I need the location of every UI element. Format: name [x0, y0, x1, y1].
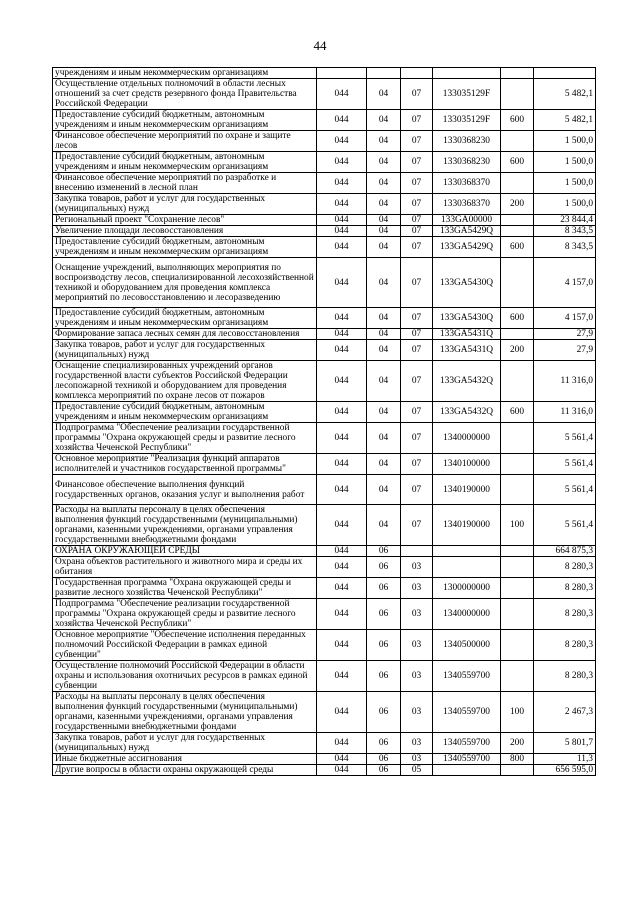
cell-target-article: 1340559700 — [433, 733, 501, 754]
cell-section: 04 — [367, 79, 401, 110]
cell-section: 04 — [367, 237, 401, 258]
cell-expense-type: 600 — [501, 237, 534, 258]
cell-name: Формирование запаса лесных семян для лесовосстановления — [53, 329, 317, 340]
table-row — [53, 557, 596, 578]
cell-target-article: 1340100000 — [433, 454, 501, 475]
table-row — [53, 258, 596, 308]
cell-expense-type — [501, 599, 534, 630]
cell-sum: 5 801,7 — [534, 733, 596, 754]
table-row — [53, 454, 596, 475]
table-row — [53, 340, 596, 361]
cell-expense-type — [501, 226, 534, 237]
cell-subsection: 03 — [401, 557, 433, 578]
cell-ministry-code: 044 — [317, 194, 367, 215]
table-row — [53, 505, 596, 546]
cell-ministry-code: 044 — [317, 765, 367, 776]
cell-name: Увеличение площади лесовосстановления — [53, 226, 317, 237]
cell-subsection: 03 — [401, 578, 433, 599]
cell-ministry-code: 044 — [317, 454, 367, 475]
cell-subsection: 07 — [401, 215, 433, 226]
table-row — [53, 329, 596, 340]
cell-sum: 11,3 — [534, 754, 596, 765]
cell-section: 06 — [367, 599, 401, 630]
cell-section: 06 — [367, 578, 401, 599]
cell-ministry-code — [317, 68, 367, 79]
cell-sum: 5 561,4 — [534, 454, 596, 475]
cell-sum: 4 157,0 — [534, 308, 596, 329]
cell-subsection: 07 — [401, 505, 433, 546]
cell-target-article: 133GA00000 — [433, 215, 501, 226]
cell-subsection: 07 — [401, 402, 433, 423]
table-row — [53, 599, 596, 630]
cell-ministry-code: 044 — [317, 423, 367, 454]
cell-sum: 8 280,3 — [534, 557, 596, 578]
table-row — [53, 765, 596, 776]
table-row — [53, 237, 596, 258]
cell-subsection — [401, 68, 433, 79]
cell-ministry-code: 044 — [317, 131, 367, 152]
cell-name: Другие вопросы в области охраны окружающей среды — [53, 765, 317, 776]
cell-ministry-code: 044 — [317, 308, 367, 329]
cell-ministry-code: 044 — [317, 402, 367, 423]
cell-section: 04 — [367, 173, 401, 194]
page-number: 44 — [313, 38, 327, 53]
cell-subsection: 07 — [401, 329, 433, 340]
cell-name: Осуществление отдельных полномочий в области лесных отношений за счет средств резервного фонда Правительства Российской Федерации — [53, 79, 317, 110]
cell-expense-type — [501, 68, 534, 79]
table-row — [53, 578, 596, 599]
table-row — [53, 423, 596, 454]
cell-expense-type — [501, 131, 534, 152]
cell-name: Предоставление субсидий бюджетным, автономным учреждениям и иным некоммерческим организациям — [53, 402, 317, 423]
cell-name: Оснащение учреждений, выполняющих мероприятия по воспроизводству лесов, специализированной лесохозяйственной техникой и оборудованием для проведения комплекса мероприятий по лесовосстановлению и лесоразведению — [53, 258, 317, 308]
cell-ministry-code: 044 — [317, 361, 367, 402]
cell-sum: 27,9 — [534, 340, 596, 361]
cell-ministry-code: 044 — [317, 692, 367, 733]
cell-target-article: 1340190000 — [433, 505, 501, 546]
cell-expense-type — [501, 173, 534, 194]
cell-name: Расходы на выплаты персоналу в целях обеспечения выполнения функций государственными (муниципальными) органами, казенными учреждениями, органами управления государственными внебюджетными фондами — [53, 692, 317, 733]
cell-ministry-code: 044 — [317, 661, 367, 692]
cell-sum: 5 561,4 — [534, 475, 596, 505]
cell-target-article: 133GA5429Q — [433, 237, 501, 258]
cell-subsection: 03 — [401, 733, 433, 754]
cell-ministry-code: 044 — [317, 340, 367, 361]
cell-target-article: 1330368230 — [433, 152, 501, 173]
cell-section: 06 — [367, 630, 401, 661]
cell-subsection: 07 — [401, 131, 433, 152]
table-row — [53, 402, 596, 423]
cell-name: Охрана объектов растительного и животного мира и среды их обитания — [53, 557, 317, 578]
cell-target-article: 1340500000 — [433, 630, 501, 661]
cell-name: Основное мероприятие "Обеспечение исполнения переданных полномочий Российской Федерации в рамках единой субвенции" — [53, 630, 317, 661]
cell-expense-type — [501, 454, 534, 475]
cell-target-article: 1340559700 — [433, 661, 501, 692]
cell-sum: 5 482,1 — [534, 79, 596, 110]
cell-section: 04 — [367, 194, 401, 215]
cell-ministry-code: 044 — [317, 110, 367, 131]
budget-table — [52, 67, 596, 776]
cell-subsection: 07 — [401, 79, 433, 110]
cell-target-article: 1340000000 — [433, 423, 501, 454]
cell-target-article — [433, 68, 501, 79]
cell-ministry-code: 044 — [317, 578, 367, 599]
cell-ministry-code: 044 — [317, 754, 367, 765]
cell-expense-type — [501, 215, 534, 226]
cell-expense-type: 100 — [501, 505, 534, 546]
cell-sum: 1 500,0 — [534, 194, 596, 215]
cell-expense-type — [501, 546, 534, 557]
cell-expense-type: 600 — [501, 152, 534, 173]
cell-section: 04 — [367, 215, 401, 226]
table-row — [53, 131, 596, 152]
cell-name: Предоставление субсидий бюджетным, автономным учреждениям и иным некоммерческим организациям — [53, 152, 317, 173]
cell-section: 06 — [367, 557, 401, 578]
cell-name: Закупка товаров, работ и услуг для государственных (муниципальных) нужд — [53, 733, 317, 754]
cell-subsection: 07 — [401, 475, 433, 505]
cell-target-article: 1330368230 — [433, 131, 501, 152]
cell-expense-type: 200 — [501, 340, 534, 361]
cell-target-article: 1340190000 — [433, 475, 501, 505]
cell-section: 04 — [367, 402, 401, 423]
cell-name: ОХРАНА ОКРУЖАЮЩЕЙ СРЕДЫ — [53, 546, 317, 557]
cell-subsection: 07 — [401, 173, 433, 194]
cell-name: Подпрограмма "Обеспечение реализации государственной программы "Охрана окружающей среды и развитие лесного хозяйства Чеченской Республики" — [53, 423, 317, 454]
cell-target-article: 1340559700 — [433, 692, 501, 733]
cell-section: 06 — [367, 661, 401, 692]
cell-target-article: 133GA5429Q — [433, 226, 501, 237]
cell-sum: 8 280,3 — [534, 578, 596, 599]
cell-name: Предоставление субсидий бюджетным, автономным учреждениям и иным некоммерческим организациям — [53, 308, 317, 329]
cell-sum: 8 280,3 — [534, 599, 596, 630]
cell-expense-type: 800 — [501, 754, 534, 765]
cell-sum: 8 343,5 — [534, 237, 596, 258]
cell-sum: 23 844,4 — [534, 215, 596, 226]
cell-ministry-code: 044 — [317, 258, 367, 308]
cell-sum: 27,9 — [534, 329, 596, 340]
cell-subsection: 07 — [401, 237, 433, 258]
cell-section: 04 — [367, 131, 401, 152]
cell-name: Предоставление субсидий бюджетным, автономным учреждениям и иным некоммерческим организациям — [53, 237, 317, 258]
cell-subsection: 07 — [401, 423, 433, 454]
table-row — [53, 661, 596, 692]
cell-section: 06 — [367, 733, 401, 754]
cell-ministry-code: 044 — [317, 173, 367, 194]
cell-section: 06 — [367, 546, 401, 557]
cell-sum — [534, 68, 596, 79]
cell-name: Финансовое обеспечение мероприятий по охране и защите лесов — [53, 131, 317, 152]
cell-subsection: 07 — [401, 340, 433, 361]
cell-target-article — [433, 557, 501, 578]
cell-target-article: 133GA5430Q — [433, 308, 501, 329]
cell-sum: 1 500,0 — [534, 131, 596, 152]
cell-target-article: 1340559700 — [433, 754, 501, 765]
cell-name: Предоставление субсидий бюджетным, автономным учреждениям и иным некоммерческим организациям — [53, 110, 317, 131]
cell-expense-type — [501, 329, 534, 340]
cell-section: 04 — [367, 258, 401, 308]
cell-section: 04 — [367, 454, 401, 475]
cell-expense-type — [501, 361, 534, 402]
cell-target-article: 1300000000 — [433, 578, 501, 599]
cell-section: 06 — [367, 765, 401, 776]
cell-expense-type: 100 — [501, 692, 534, 733]
cell-sum: 1 500,0 — [534, 152, 596, 173]
cell-ministry-code: 044 — [317, 226, 367, 237]
cell-subsection: 07 — [401, 226, 433, 237]
table-body — [53, 68, 596, 776]
cell-expense-type — [501, 258, 534, 308]
cell-sum: 8 280,3 — [534, 661, 596, 692]
cell-target-article: 133GA5430Q — [433, 258, 501, 308]
cell-sum: 8 343,5 — [534, 226, 596, 237]
cell-subsection: 07 — [401, 361, 433, 402]
cell-section: 04 — [367, 340, 401, 361]
cell-section: 04 — [367, 361, 401, 402]
cell-section: 06 — [367, 692, 401, 733]
cell-name: Финансовое обеспечение выполнения функций государственных органов, оказания услуг и выполнения работ — [53, 475, 317, 505]
table-row — [53, 110, 596, 131]
cell-expense-type — [501, 578, 534, 599]
cell-subsection: 03 — [401, 754, 433, 765]
cell-expense-type — [501, 557, 534, 578]
cell-expense-type: 600 — [501, 402, 534, 423]
table-row — [53, 308, 596, 329]
cell-expense-type — [501, 661, 534, 692]
cell-name: Оснащение специализированных учреждений органов государственной власти субъектов Российской Федерации лесопожарной техникой и оборудованием для проведения комплекса мероприятий по охране лесов от пожаров — [53, 361, 317, 402]
cell-subsection — [401, 546, 433, 557]
cell-name: Государственная программа "Охрана окружающей среды и развитие лесного хозяйства Чеченской Республики" — [53, 578, 317, 599]
table-row — [53, 194, 596, 215]
cell-name: Региональный проект "Сохранение лесов" — [53, 215, 317, 226]
cell-section: 04 — [367, 152, 401, 173]
table-row — [53, 361, 596, 402]
cell-ministry-code: 044 — [317, 557, 367, 578]
cell-target-article: 133035129F — [433, 110, 501, 131]
cell-section: 04 — [367, 226, 401, 237]
table-row — [53, 546, 596, 557]
cell-section: 04 — [367, 475, 401, 505]
cell-name: Закупка товаров, работ и услуг для государственных (муниципальных) нужд — [53, 340, 317, 361]
table-row — [53, 79, 596, 110]
cell-sum: 1 500,0 — [534, 173, 596, 194]
table-row — [53, 692, 596, 733]
cell-target-article: 133GA5432Q — [433, 402, 501, 423]
cell-section: 04 — [367, 110, 401, 131]
cell-subsection: 03 — [401, 599, 433, 630]
cell-name: Иные бюджетные ассигнования — [53, 754, 317, 765]
cell-name: учреждениям и иным некоммерческим организациям — [53, 68, 317, 79]
cell-name: Осуществление полномочий Российской Федерации в области охраны и использования охотничьих ресурсов в рамках единой субвенции — [53, 661, 317, 692]
cell-subsection: 03 — [401, 630, 433, 661]
cell-target-article — [433, 765, 501, 776]
table-row — [53, 630, 596, 661]
cell-sum: 4 157,0 — [534, 258, 596, 308]
cell-section: 04 — [367, 308, 401, 329]
cell-expense-type: 200 — [501, 194, 534, 215]
cell-expense-type: 600 — [501, 110, 534, 131]
cell-name: Финансовое обеспечение мероприятий по разработке и внесению изменений в лесной план — [53, 173, 317, 194]
cell-sum: 664 875,3 — [534, 546, 596, 557]
table-row — [53, 733, 596, 754]
table-row — [53, 68, 596, 79]
cell-subsection: 07 — [401, 258, 433, 308]
cell-subsection: 07 — [401, 152, 433, 173]
cell-sum: 11 316,0 — [534, 402, 596, 423]
cell-ministry-code: 044 — [317, 329, 367, 340]
cell-ministry-code: 044 — [317, 152, 367, 173]
cell-name: Закупка товаров, работ и услуг для государственных (муниципальных) нужд — [53, 194, 317, 215]
cell-sum: 5 561,4 — [534, 423, 596, 454]
cell-section: 04 — [367, 329, 401, 340]
cell-subsection: 03 — [401, 661, 433, 692]
cell-expense-type: 600 — [501, 308, 534, 329]
cell-ministry-code: 044 — [317, 237, 367, 258]
cell-section: 04 — [367, 505, 401, 546]
cell-expense-type — [501, 423, 534, 454]
cell-ministry-code: 044 — [317, 79, 367, 110]
cell-ministry-code: 044 — [317, 505, 367, 546]
cell-ministry-code: 044 — [317, 475, 367, 505]
cell-subsection: 07 — [401, 194, 433, 215]
cell-ministry-code: 044 — [317, 599, 367, 630]
cell-sum: 5 482,1 — [534, 110, 596, 131]
cell-name: Основное мероприятие "Реализация функций аппаратов исполнителей и участников государственной программы" — [53, 454, 317, 475]
cell-expense-type — [501, 79, 534, 110]
cell-sum: 11 316,0 — [534, 361, 596, 402]
cell-expense-type: 200 — [501, 733, 534, 754]
cell-expense-type — [501, 475, 534, 505]
cell-name: Подпрограмма "Обеспечение реализации государственной программы "Охрана окружающей среды и развитие лесного хозяйства Чеченской Республики" — [53, 599, 317, 630]
cell-target-article: 133GA5431Q — [433, 340, 501, 361]
cell-ministry-code: 044 — [317, 733, 367, 754]
cell-expense-type — [501, 630, 534, 661]
cell-target-article: 133GA5432Q — [433, 361, 501, 402]
cell-section: 04 — [367, 423, 401, 454]
cell-sum: 2 467,3 — [534, 692, 596, 733]
cell-sum: 8 280,3 — [534, 630, 596, 661]
cell-target-article: 133035129F — [433, 79, 501, 110]
table-row — [53, 215, 596, 226]
cell-expense-type — [501, 765, 534, 776]
table-row — [53, 226, 596, 237]
cell-ministry-code: 044 — [317, 215, 367, 226]
cell-section — [367, 68, 401, 79]
cell-target-article — [433, 546, 501, 557]
cell-subsection: 05 — [401, 765, 433, 776]
cell-name: Расходы на выплаты персоналу в целях обеспечения выполнения функций государственными (муниципальными) органами, казенными учреждениями, органами управления государственными внебюджетными фондами — [53, 505, 317, 546]
table-row — [53, 152, 596, 173]
cell-section: 06 — [367, 754, 401, 765]
table-row — [53, 754, 596, 765]
cell-subsection: 07 — [401, 454, 433, 475]
cell-sum: 5 561,4 — [534, 505, 596, 546]
table-row — [53, 173, 596, 194]
cell-subsection: 07 — [401, 110, 433, 131]
cell-target-article: 1330368370 — [433, 173, 501, 194]
cell-ministry-code: 044 — [317, 630, 367, 661]
table-row — [53, 475, 596, 505]
cell-sum: 656 595,0 — [534, 765, 596, 776]
cell-ministry-code: 044 — [317, 546, 367, 557]
cell-subsection: 03 — [401, 692, 433, 733]
cell-target-article: 133GA5431Q — [433, 329, 501, 340]
cell-subsection: 07 — [401, 308, 433, 329]
cell-target-article: 1330368370 — [433, 194, 501, 215]
cell-target-article: 1340000000 — [433, 599, 501, 630]
